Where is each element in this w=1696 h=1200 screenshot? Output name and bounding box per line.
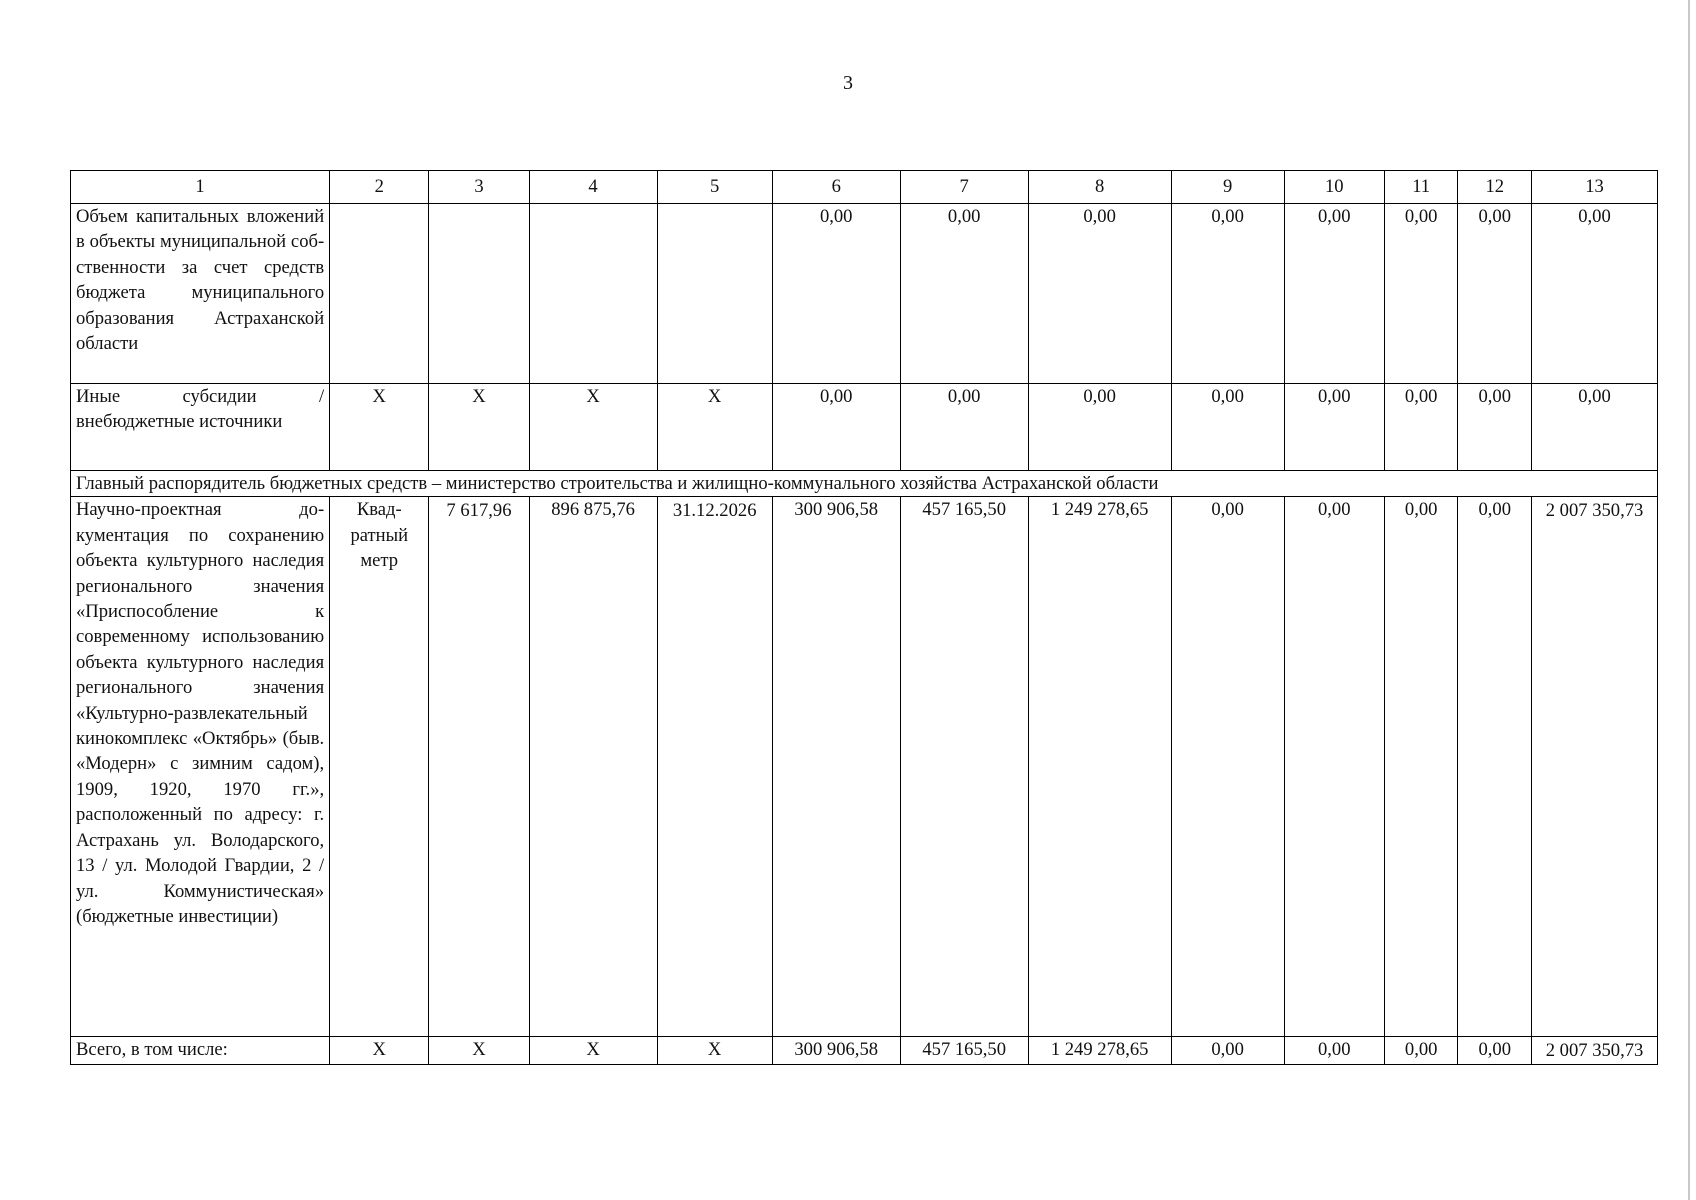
column-number: 4 (529, 171, 657, 204)
value-cell: 1 249 278,65 (1028, 1037, 1171, 1064)
empty-cell (529, 204, 657, 384)
value-cell: 2 007 350,73 (1532, 1037, 1658, 1064)
value-cell: Х (330, 384, 429, 471)
empty-cell (429, 204, 529, 384)
column-number: 6 (772, 171, 900, 204)
value-cell: 0,00 (1284, 204, 1384, 384)
column-number: 1 (71, 171, 330, 204)
value-cell: 896 875,76 (529, 497, 657, 1037)
column-number: 12 (1458, 171, 1532, 204)
empty-cell (657, 204, 772, 384)
value-cell: 0,00 (1171, 384, 1284, 471)
value-cell: 0,00 (772, 384, 900, 471)
table-row-other-subsidies (71, 384, 1658, 471)
unit-cell: Квадратный метр (330, 497, 429, 1037)
value-cell: 0,00 (1384, 497, 1458, 1037)
column-number: 3 (429, 171, 529, 204)
page-number: 3 (843, 72, 853, 94)
column-number: 9 (1171, 171, 1284, 204)
page-edge-shadow (1688, 0, 1690, 1200)
value-cell: Х (529, 384, 657, 471)
value-cell: 0,00 (1532, 384, 1658, 471)
value-cell: 0,00 (1458, 497, 1532, 1037)
value-cell: 0,00 (772, 204, 900, 384)
value-cell: Х (330, 1037, 429, 1064)
value-cell: 457 165,50 (900, 1037, 1028, 1064)
value-cell: 0,00 (1284, 1037, 1384, 1064)
column-number: 5 (657, 171, 772, 204)
table-row-total (71, 1037, 1658, 1064)
column-number: 13 (1532, 171, 1658, 204)
value-cell: 0,00 (1284, 497, 1384, 1037)
column-number: 10 (1284, 171, 1384, 204)
value-cell: 0,00 (1284, 384, 1384, 471)
value-cell: 2 007 350,73 (1532, 497, 1658, 1037)
value-cell: 457 165,50 (900, 497, 1028, 1037)
value-cell: 0,00 (1458, 1037, 1532, 1064)
value-cell: Х (529, 1037, 657, 1064)
value-cell: 0,00 (1028, 384, 1171, 471)
budget-table (70, 170, 1658, 1065)
column-number: 8 (1028, 171, 1171, 204)
empty-cell (330, 204, 429, 384)
value-cell: Х (429, 1037, 529, 1064)
value-cell: 1 249 278,65 (1028, 497, 1171, 1037)
value-cell: 0,00 (1171, 1037, 1284, 1064)
value-cell: 0,00 (1028, 204, 1171, 384)
column-number-row (71, 171, 1658, 204)
value-cell: 7 617,96 (429, 497, 529, 1037)
column-number: 2 (330, 171, 429, 204)
value-cell: 0,00 (1171, 497, 1284, 1037)
value-cell: 300 906,58 (772, 1037, 900, 1064)
value-cell: 300 906,58 (772, 497, 900, 1037)
value-cell: 0,00 (1532, 204, 1658, 384)
row-label: Объем капитальных вложений в объекты муниципальной собственности за счет средств бюджета муниципального образования Астраханской области (71, 204, 330, 384)
budget-manager-heading: Главный распорядитель бюджетных средств – министерство строительства и жилищно-коммунального хозяйства Астраханской области (71, 471, 1658, 497)
row-label: Всего, в том числе: (71, 1037, 330, 1064)
table-row-capital-investment (71, 204, 1658, 384)
row-label: Иные субсидии / внебюджетные источники (71, 384, 330, 471)
value-cell: 0,00 (1384, 384, 1458, 471)
column-number: 7 (900, 171, 1028, 204)
column-number: 11 (1384, 171, 1458, 204)
table-group-row (71, 471, 1658, 497)
value-cell: 0,00 (900, 204, 1028, 384)
value-cell: 0,00 (1458, 204, 1532, 384)
date-cell: 31.12.2026 (657, 497, 772, 1037)
value-cell: Х (429, 384, 529, 471)
value-cell: 0,00 (1171, 204, 1284, 384)
value-cell: 0,00 (900, 384, 1028, 471)
row-label: Научно-проектная документация по сохранению объекта культурного наследия регионального значения «Приспособление к современному использованию объекта культурного наследия регионального значения «Культурно-развлекательный кинокомплекс «Октябрь» (быв. «Модерн» с зимним садом), 1909, 1920, 1970 гг.», расположенный по адресу: г. Астрахань ул. Володарского, 13 / ул. Молодой Гвардии, 2 / ул. Коммунистическая» (бюджетные инвестиции) (71, 497, 330, 1037)
value-cell: 0,00 (1458, 384, 1532, 471)
value-cell: Х (657, 1037, 772, 1064)
table-row-project (71, 497, 1658, 1037)
value-cell: Х (657, 384, 772, 471)
value-cell: 0,00 (1384, 204, 1458, 384)
value-cell: 0,00 (1384, 1037, 1458, 1064)
